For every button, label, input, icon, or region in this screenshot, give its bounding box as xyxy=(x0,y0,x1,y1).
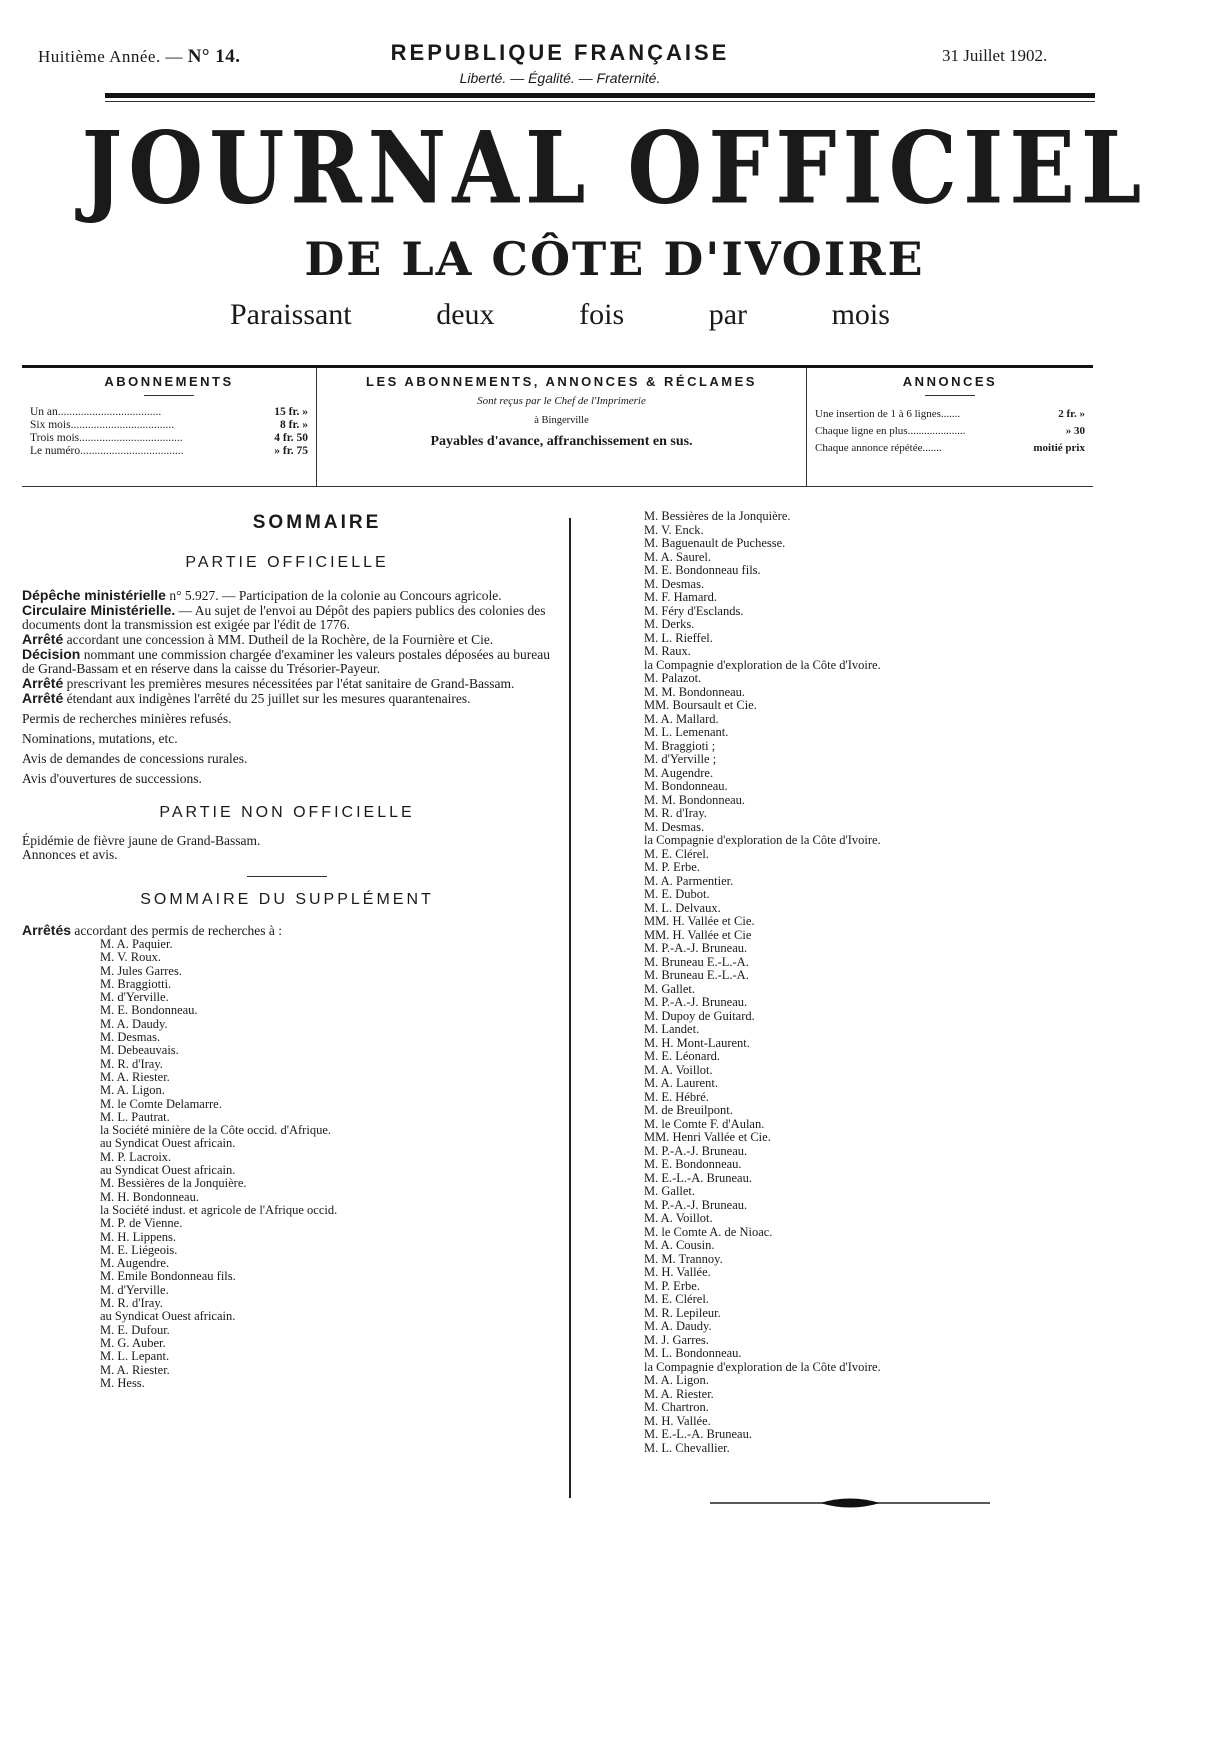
name-line: MM. H. Vallée et Cie. xyxy=(644,914,755,928)
received-by: Sont reçus par le Chef de l'Imprimerie xyxy=(477,395,646,407)
center-column xyxy=(317,368,807,486)
non-official-entry: Annonces et avis. xyxy=(22,847,118,862)
issue-info xyxy=(38,46,241,68)
entry-text: accordant une concession à MM. Dutheil de la Rochère, de la Fournière et Cie. xyxy=(66,632,494,647)
supplement-text: accordant des permis de recherches à : xyxy=(74,923,283,938)
entry-keyword: Décision xyxy=(22,646,81,662)
name-line: M. P.-A.-J. Bruneau. xyxy=(644,1197,748,1212)
plain-entry: Avis de demandes de concessions rurales. xyxy=(22,751,248,766)
name-line: M. Braggiotti. xyxy=(100,976,172,991)
name-line: M. M. Trannoy. xyxy=(644,1251,723,1266)
name-line: M. E. Clérel. xyxy=(644,1292,709,1306)
name-line: M. M. Bondonneau. xyxy=(644,792,746,807)
sommaire-entry xyxy=(22,691,552,706)
name-line: M. H. Vallée. xyxy=(644,1413,711,1428)
name-line: M. Gallet. xyxy=(644,1184,696,1198)
tagline-word: par xyxy=(708,298,748,331)
name-line: M. A. Daudy. xyxy=(100,1016,168,1031)
name-line: MM. H. Vallée et Cie xyxy=(644,927,752,942)
name-line: M. A. Voillot. xyxy=(644,1062,713,1077)
name-line: M. P.-A.-J. Bruneau. xyxy=(644,1143,748,1158)
section-rule xyxy=(247,876,327,877)
name-line: M. Bondonneau. xyxy=(644,779,728,793)
name-line: M. L. Pautrat. xyxy=(100,1109,170,1124)
name-line: MM. Boursault et Cie. xyxy=(644,698,757,712)
name-line: M. L. Lemenant. xyxy=(644,725,729,739)
name-line: M. A. Saurel. xyxy=(644,549,712,564)
journal-subtitle: DE LA CÔTE D'IVOIRE xyxy=(304,232,925,286)
name-line: M. A. Riester. xyxy=(100,1362,170,1377)
name-line: M. Desmas. xyxy=(100,1030,161,1045)
rate-row: Six mois.................................... 8 fr. » xyxy=(30,419,308,431)
non-official-entries xyxy=(22,834,552,862)
name-line: M. A. Riester. xyxy=(644,1386,714,1401)
name-line: M. le Comte A. de Nioac. xyxy=(644,1224,773,1239)
supplement-keyword: Arrêtés xyxy=(22,922,72,938)
header-rule xyxy=(105,93,1095,98)
name-line: M. E.-L.-A. Bruneau. xyxy=(644,1427,752,1441)
name-line: M. Hess. xyxy=(100,1375,145,1390)
subscriptions-column xyxy=(22,368,317,486)
name-line: M. le Comte Delamarre. xyxy=(100,1096,222,1111)
name-line: M. E. Bondonneau fils. xyxy=(644,563,761,577)
place: à Bingerville xyxy=(534,415,589,426)
tagline-word: Paraissant xyxy=(230,298,352,331)
official-heading: PARTIE OFFICIELLE xyxy=(185,554,389,571)
entry-text: nommant une commission chargée d'examiner les valeurs postales déposées au bureau de Grand-Bassam et en réserve dans la caisse du Trésorier-Payeur. xyxy=(22,647,551,676)
tagline-word: deux xyxy=(436,298,495,331)
name-line: la Société minière de la Côte occid. d'Afrique. xyxy=(100,1123,331,1138)
official-entries xyxy=(22,588,552,706)
sommaire-entry xyxy=(22,588,552,603)
name-line: M. Bruneau E.-L.-A. xyxy=(644,968,749,982)
name-line: M. A. Daudy. xyxy=(644,1319,712,1333)
entry-text: étendant aux indigènes l'arrêté du 25 juillet sur les mesures quarantenaires. xyxy=(66,691,471,706)
name-line: M. Chartron. xyxy=(644,1400,709,1414)
name-line: M. Bruneau E.-L.-A. xyxy=(644,954,749,969)
name-line: M. A. Cousin. xyxy=(644,1238,715,1252)
plain-entries xyxy=(22,712,552,786)
non-official-heading: PARTIE NON OFFICIELLE xyxy=(159,804,415,821)
name-line: au Syndicat Ouest africain. xyxy=(100,1163,236,1178)
name-line: M. E. Dubot. xyxy=(644,887,710,901)
entry-text: — Au sujet de l'envoi au Dépôt des papiers publics des colonies des documents dont la transmission est exigée par l'édit de 1776. xyxy=(22,603,546,632)
name-line: au Syndicat Ouest africain. xyxy=(100,1309,236,1324)
name-line: M. E. Bondonneau. xyxy=(100,1003,198,1018)
name-line: M. P. Erbe. xyxy=(644,860,700,874)
name-line: M. V. Enck. xyxy=(644,522,704,537)
republic-header xyxy=(360,40,760,86)
name-line: M. A. Voillot. xyxy=(644,1211,713,1225)
name-line: M. H. Mont-Laurent. xyxy=(644,1035,750,1050)
name-line: M. H. Bondonneau. xyxy=(100,1189,199,1204)
rate-row: Trois mois.................................... 4 fr. 50 xyxy=(30,432,308,444)
name-line: au Syndicat Ouest africain. xyxy=(100,1136,236,1151)
name-line: M. L. Rieffel. xyxy=(644,630,713,645)
name-line: M. R. d'Iray. xyxy=(100,1296,163,1311)
name-line: M. Augendre. xyxy=(100,1256,170,1271)
name-line: M. L. Chevallier. xyxy=(644,1440,730,1455)
name-line: M. Augendre. xyxy=(644,765,714,780)
entry-text: n° 5.927. — Participation de la colonie au Concours agricole. xyxy=(169,588,502,603)
name-line: M. Gallet. xyxy=(644,981,696,996)
name-line: la Compagnie d'exploration de la Côte d'Ivoire. xyxy=(644,657,881,672)
name-line: M. E. Clérel. xyxy=(644,846,709,861)
name-line: la Société indust. et agricole de l'Afrique occid. xyxy=(100,1202,338,1217)
payable-note: Payables d'avance, affranchissement en sus. xyxy=(430,434,693,449)
ads-column xyxy=(807,368,1093,486)
name-line: M. G. Auber. xyxy=(100,1335,166,1350)
name-line: M. Emile Bondonneau fils. xyxy=(100,1269,236,1284)
name-line: la Compagnie d'exploration de la Côte d'Ivoire. xyxy=(644,1359,881,1374)
name-line: M. P. Lacroix. xyxy=(100,1149,172,1164)
name-line: M. d'Yerville. xyxy=(100,990,169,1005)
name-line: M. Desmas. xyxy=(644,819,705,834)
entry-keyword: Dépêche ministérielle xyxy=(22,587,166,603)
entry-keyword: Arrêté xyxy=(22,631,64,647)
heading-dash xyxy=(925,395,975,396)
supplement-entry xyxy=(22,923,552,938)
name-line: M. P. de Vienne. xyxy=(100,1216,183,1231)
entry-text: prescrivant les premières mesures nécessitées par l'état sanitaire de Grand-Bassam. xyxy=(66,676,515,691)
column-divider xyxy=(569,518,571,1498)
ad-row: Chaque annonce répétée....... moitié prix xyxy=(815,442,1085,454)
name-line: M. L. Delvaux. xyxy=(644,900,721,915)
ads-heading: ANNONCES xyxy=(902,374,998,389)
name-line: M. d'Yerville ; xyxy=(644,752,717,766)
name-line: M. A. Laurent. xyxy=(644,1076,718,1090)
sommaire-entry xyxy=(22,632,552,647)
plain-entry: Avis d'ouvertures de successions. xyxy=(22,771,202,786)
left-column xyxy=(22,512,552,1390)
name-line: M. E. Hébré. xyxy=(644,1089,709,1104)
name-line: M. Braggioti ; xyxy=(644,738,716,753)
sommaire-heading: SOMMAIRE xyxy=(252,512,382,533)
name-line: M. A. Parmentier. xyxy=(644,873,734,888)
names-list-right xyxy=(644,510,1084,1455)
entry-keyword: Circulaire Ministérielle. xyxy=(22,602,176,618)
name-line: M. A. Mallard. xyxy=(644,711,719,726)
name-line: M. E. Liégeois. xyxy=(100,1242,178,1257)
journal-title: JOURNAL OFFICIEL xyxy=(81,110,1148,227)
name-line: M. Raux. xyxy=(644,644,691,658)
republic-name: REPUBLIQUE FRANÇAISE xyxy=(390,40,730,65)
plain-entry: Permis de recherches minières refusés. xyxy=(22,711,232,726)
name-line: M. J. Garres. xyxy=(644,1332,709,1347)
name-line: M. de Breuilpont. xyxy=(644,1103,733,1117)
name-line: M. L. Lepant. xyxy=(100,1349,170,1364)
name-line: M. A. Paquier. xyxy=(100,937,173,951)
center-heading: LES ABONNEMENTS, ANNONCES & RÉCLAMES xyxy=(366,374,757,389)
sommaire-entry xyxy=(22,647,552,676)
name-line: M. le Comte F. d'Aulan. xyxy=(644,1116,765,1131)
name-line: M. Landet. xyxy=(644,1022,700,1036)
issue-date: 31 Juillet 1902. xyxy=(942,46,1048,65)
tagline-word: fois xyxy=(579,298,625,331)
names-list-left xyxy=(100,938,552,1390)
name-line: M. Baguenault de Puchesse. xyxy=(644,536,786,550)
issue-year: Huitième Année. xyxy=(38,47,161,66)
name-line: M. P. Erbe. xyxy=(644,1278,700,1293)
entry-keyword: Arrêté xyxy=(22,690,64,706)
heading-dash xyxy=(144,395,194,396)
name-line: M. E.-L.-A. Bruneau. xyxy=(644,1170,752,1185)
name-line: M. F. Hamard. xyxy=(644,590,717,604)
name-line: M. H. Lippens. xyxy=(100,1229,177,1244)
name-line: M. P.-A.-J. Bruneau. xyxy=(644,995,748,1009)
name-line: M. Desmas. xyxy=(644,576,705,591)
name-line: M. E. Bondonneau. xyxy=(644,1157,742,1171)
name-line: M. A. Riester. xyxy=(100,1069,170,1084)
tagline-word: mois xyxy=(831,298,890,331)
non-official-entry: Épidémie de fièvre jaune de Grand-Bassam. xyxy=(22,833,261,848)
name-line: M. Derks. xyxy=(644,617,695,631)
name-line: M. d'Yerville. xyxy=(100,1282,169,1297)
name-line: M. Dupoy de Guitard. xyxy=(644,1008,755,1023)
name-line: M. Jules Garres. xyxy=(100,963,182,978)
name-line: M. E. Dufour. xyxy=(100,1322,170,1337)
name-line: M. Bessières de la Jonquière. xyxy=(100,1176,247,1191)
ad-row: Une insertion de 1 à 6 lignes....... 2 fr. » xyxy=(815,408,1085,420)
subscriptions-heading: ABONNEMENTS xyxy=(104,374,234,389)
rate-row: Un an.................................... 15 fr. » xyxy=(30,406,308,418)
name-line: M. H. Vallée. xyxy=(644,1265,711,1279)
rate-row: Le numéro.................................... » fr. 75 xyxy=(30,445,308,457)
tagline xyxy=(230,298,890,332)
name-line: la Compagnie d'exploration de la Côte d'Ivoire. xyxy=(644,833,881,847)
name-line: MM. Henri Vallée et Cie. xyxy=(644,1130,771,1144)
name-line: M. E. Léonard. xyxy=(644,1049,721,1063)
name-line: M. P.-A.-J. Bruneau. xyxy=(644,941,748,955)
name-line: M. L. Bondonneau. xyxy=(644,1346,742,1360)
sommaire-entry xyxy=(22,676,552,691)
name-line: M. Bessières de la Jonquière. xyxy=(644,509,791,523)
name-line: M. M. Bondonneau. xyxy=(644,684,746,699)
ad-row: Chaque ligne en plus..................... » 30 xyxy=(815,425,1085,437)
issue-number: N° 14. xyxy=(187,46,241,67)
name-line: M. Debeauvais. xyxy=(100,1043,179,1058)
entry-keyword: Arrêté xyxy=(22,675,64,691)
name-line: M. A. Ligon. xyxy=(100,1083,165,1098)
name-line: M. Féry d'Esclands. xyxy=(644,603,744,618)
sommaire-entry xyxy=(22,603,552,632)
issue-dash: — xyxy=(165,47,183,66)
header-rule-thin xyxy=(105,101,1095,102)
name-line: M. R. Lepileur. xyxy=(644,1305,721,1320)
plain-entry: Nominations, mutations, etc. xyxy=(22,731,178,746)
supplement-heading: SOMMAIRE DU SUPPLÉMENT xyxy=(140,891,434,908)
info-box xyxy=(22,365,1093,487)
name-line: M. R. d'Iray. xyxy=(644,806,707,820)
end-ornament xyxy=(710,1496,990,1510)
name-line: M. V. Roux. xyxy=(100,950,162,965)
republic-motto: Liberté. — Égalité. — Fraternité. xyxy=(459,70,661,86)
name-line: M. A. Ligon. xyxy=(644,1373,709,1387)
name-line: M. R. d'Iray. xyxy=(100,1056,163,1071)
name-line: M. Palazot. xyxy=(644,671,702,685)
